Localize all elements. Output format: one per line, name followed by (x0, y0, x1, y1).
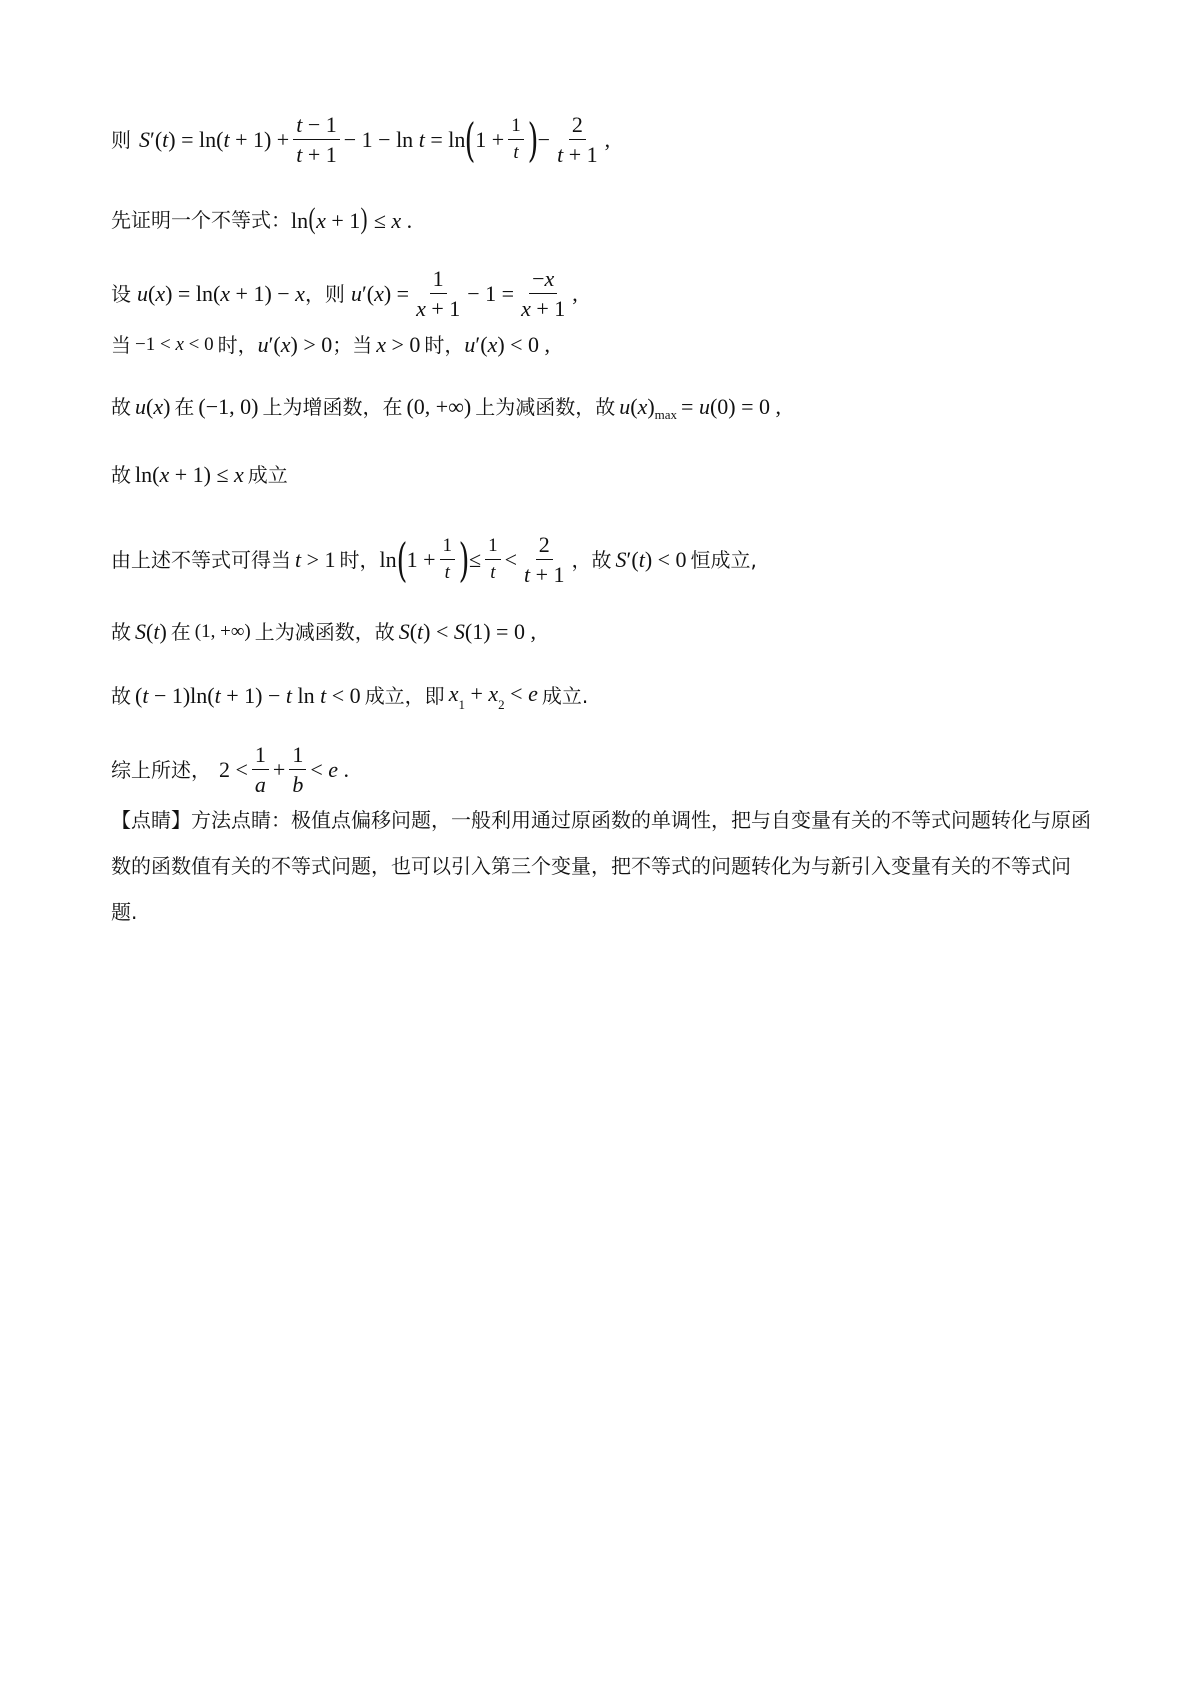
text-ze: 则 (111, 127, 131, 152)
fraction: $\frac{t - 1}{t + 1}$ (293, 112, 340, 168)
text-chengli: 成立 (247, 463, 288, 487)
text-zai: 在 (174, 395, 195, 419)
conclusion-x1x2-line: 故 (t − 1)ln(t + 1) − t ln t < 0 成立，即 $x_1 + x_2 < e$ 成立. (111, 681, 589, 712)
conclusion-ln-line: 故 ln(x + 1) ≤ x 成立 (111, 460, 288, 490)
fraction: $\frac{1}{t}$ (508, 115, 524, 164)
text-ze2: ，则 (304, 281, 345, 306)
fraction: $\frac{2}{t + 1}$ (524, 532, 565, 588)
fraction: $\frac{1}{t}$ (485, 535, 501, 584)
text-jian2: 上为减函数，故 (254, 620, 395, 644)
text-semi: ；当 (332, 333, 373, 357)
fraction: $\frac{1}{t}$ (440, 535, 456, 584)
fraction: $\frac{-x}{x + 1}$ (521, 266, 566, 322)
apply-inequality-line: 由上述不等式可得当 t > 1 时， ln ( 1 + $\frac{1}{t}$ ) ≤ $\frac{1}{t}$ < $\frac{2}{t + 1}$ ，故 S′(t) < 0 恒成立, (111, 532, 757, 588)
dianjing-paragraph: 【点睛】方法点睛：极值点偏移问题，一般利用通过原函数的单调性，把与自变量有关的不等式问题转化与原函数的函数值有关的不等式问题，也可以引入第三个变量，把不等式的问题转化为与新引入变量有关的不等式问题. (111, 808, 1091, 924)
derivative-S-line: 则 S′(t) = ln(t + 1) + $\frac{t - 1}{t + 1}$ − 1 − ln t = ln ( 1 + $\frac{1}{t}$ ) − $\frac{2}{t + 1}$ , (111, 112, 611, 168)
text-jian: 上为减函数，故 (475, 395, 616, 419)
text-dang: 当 (111, 333, 131, 357)
monotonic-u-line: 故 u(x) 在 (−1, 0) 上为增函数，在 (0, +∞) 上为减函数，故 u(x) max = u(0) = 0 , (111, 392, 781, 422)
final-summary-line: 综上所述， 2 < $\frac{1}{a}$ + $\frac{1}{b}$ < e . (111, 742, 350, 798)
text-gu: 故 (111, 395, 131, 419)
fraction: $\frac{2}{t + 1}$ (557, 112, 598, 168)
inequality-claim-line: 先证明一个不等式： ln(x + 1) ≤ x . (111, 202, 413, 235)
text-she: 设 (111, 281, 131, 306)
text-xianzheng: 先证明一个不等式： (111, 208, 291, 232)
subscript-max: max (654, 407, 678, 422)
text-zongshang: 综上所述， (111, 757, 211, 782)
text-zeng: 上为增函数，在 (262, 395, 403, 419)
text-gu3: ，故 (571, 547, 612, 572)
text-chengli3: 成立. (541, 683, 589, 708)
text-heng: 恒成立, (690, 547, 757, 572)
fraction: $\frac{1}{x + 1}$ (416, 266, 461, 322)
S-decreasing-line: 故 S(t) 在 (1, +∞) 上为减函数，故 S(t) < S(1) = 0 , (111, 617, 536, 647)
fraction: $\frac{1}{a}$ (252, 742, 269, 798)
define-u-line: 设 u(x) = ln(x + 1) − x ，则 u′(x) = $\frac{1}{x + 1}$ − 1 = $\frac{-x}{x + 1}$ , (111, 266, 578, 322)
text-zai2: 在 (170, 620, 191, 644)
text-gu2: 故 (111, 463, 131, 487)
fraction: $\frac{1}{b}$ (289, 742, 306, 798)
text-shi3: 时， (339, 547, 380, 572)
text-gu4: 故 (111, 620, 131, 644)
text-gu5: 故 (111, 683, 131, 708)
sign-u-line: 当 −1 < x < 0 时， u′(x) > 0 ；当 x > 0 时， u′(x) < 0 , (111, 330, 550, 360)
text-chengli2: 成立，即 (364, 683, 445, 708)
text-youshang: 由上述不等式可得当 (111, 547, 291, 572)
text-shi2: 时， (424, 333, 465, 357)
text-shi: 时， (217, 333, 258, 357)
